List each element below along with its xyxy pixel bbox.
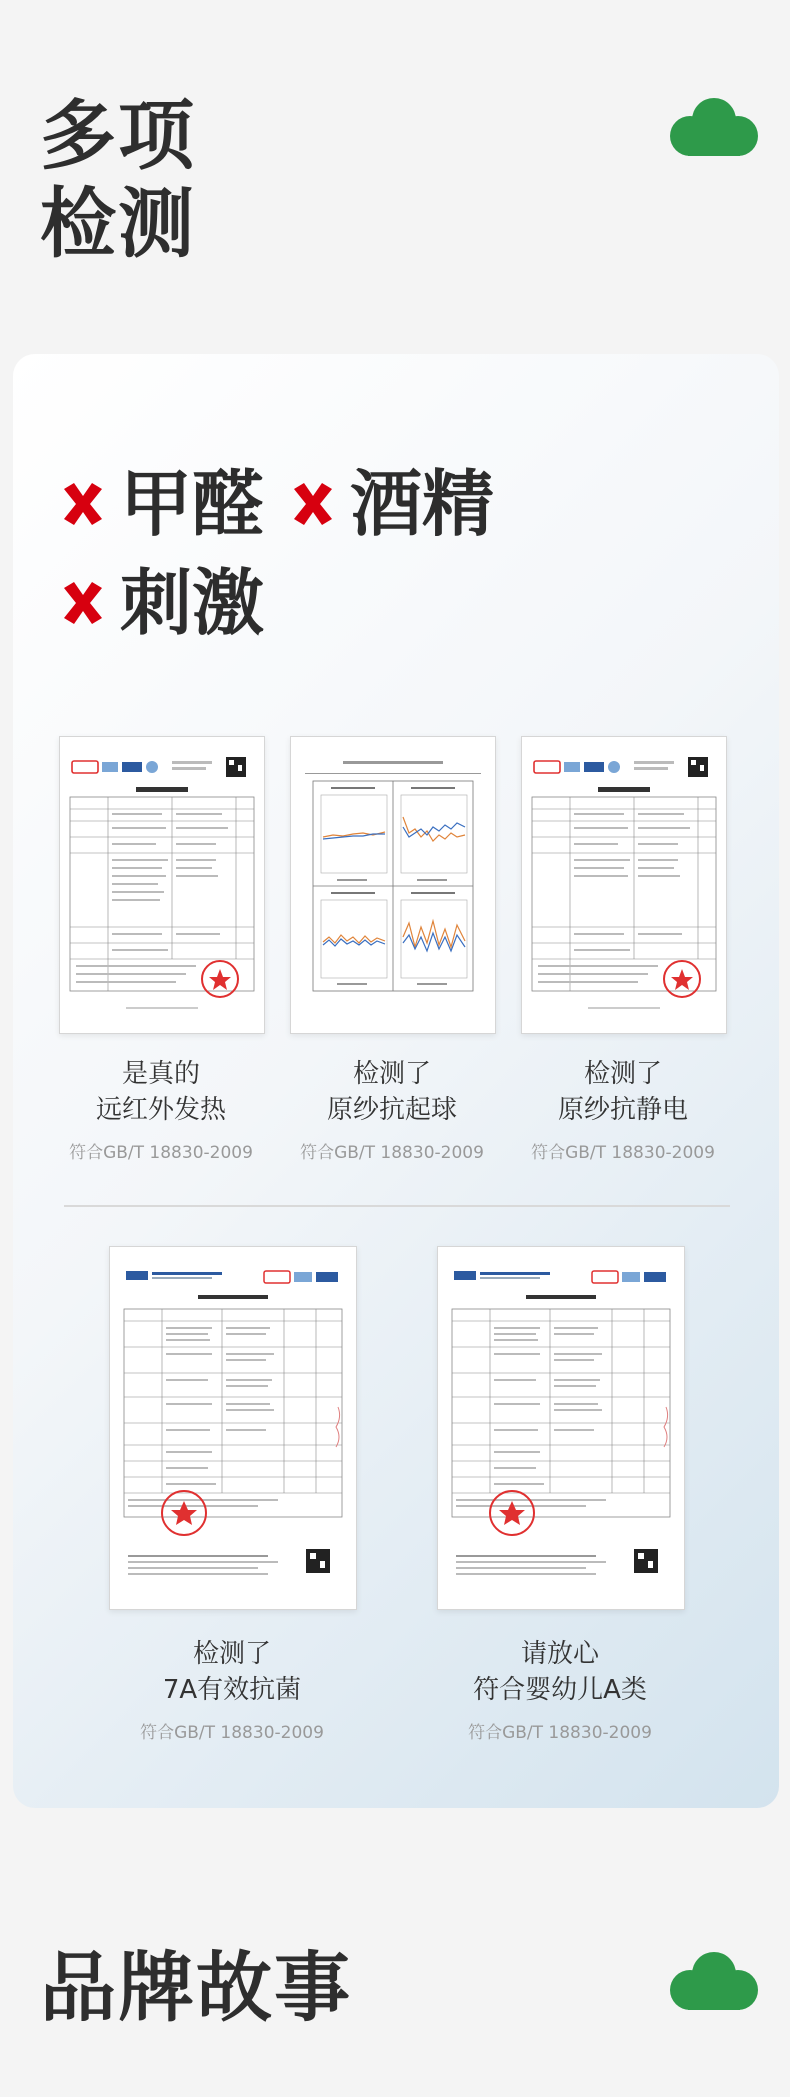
brand-story-title: 品牌故事 [40, 1943, 352, 2032]
section-divider [64, 1205, 730, 1207]
caption-line1: 请放心 [520, 1639, 599, 1669]
pilling-test-graphs-image [290, 736, 496, 1034]
cloud-logo-icon [668, 1950, 760, 2012]
badge-alcohol [288, 464, 494, 544]
caption-line2: 原纱抗静电 [557, 1095, 688, 1125]
test-report-image [521, 736, 727, 1034]
caption-line2: 7A有效抗菌 [162, 1675, 302, 1705]
report-caption [92, 1636, 372, 1743]
badge-label: 酒精 [350, 462, 495, 546]
caption-standard: 符合GB/T 18830-2009 [140, 1723, 324, 1743]
caption-standard: 符合GB/T 18830-2009 [468, 1723, 652, 1743]
cross-icon [58, 578, 108, 628]
badge-formaldehyde [58, 464, 264, 544]
caption-line1: 是真的 [121, 1059, 200, 1089]
section-title-line1: 多项 [40, 91, 196, 180]
section-title-line2: 检测 [40, 179, 196, 268]
cross-icon [58, 479, 108, 529]
cross-icon [288, 479, 338, 529]
caption-standard: 符合GB/T 18830-2009 [531, 1143, 715, 1163]
badge-label: 刺激 [120, 561, 265, 645]
caption-line1: 检测了 [583, 1059, 662, 1089]
caption-line1: 检测了 [192, 1639, 271, 1669]
test-report-image [59, 736, 265, 1034]
caption-standard: 符合GB/T 18830-2009 [69, 1143, 253, 1163]
report-caption [521, 1056, 725, 1163]
caption-line2: 远红外发热 [95, 1095, 226, 1125]
smq-test-report-image [109, 1246, 357, 1610]
report-caption [290, 1056, 494, 1163]
caption-line1: 检测了 [352, 1059, 431, 1089]
caption-line2: 原纱抗起球 [326, 1095, 457, 1125]
badge-label: 甲醛 [120, 462, 265, 546]
report-caption [59, 1056, 263, 1163]
cloud-logo-icon [668, 96, 760, 158]
smq-test-report-image [437, 1246, 685, 1610]
caption-standard: 符合GB/T 18830-2009 [300, 1143, 484, 1163]
badge-irritation [58, 563, 264, 643]
caption-line2: 符合婴幼儿A类 [473, 1675, 647, 1705]
report-caption [420, 1636, 700, 1743]
